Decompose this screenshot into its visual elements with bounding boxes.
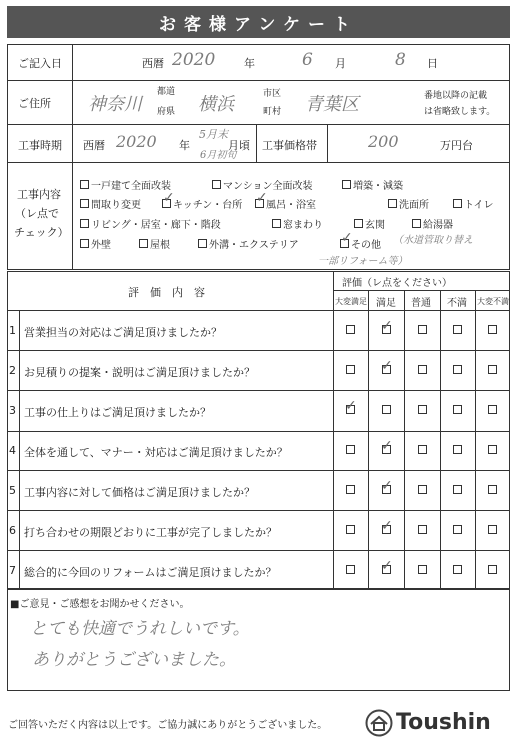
work-option-1[interactable]: マンション全面改装 [212, 177, 313, 192]
work-option-13[interactable]: 屋根 [139, 236, 170, 251]
price-value: 200 [368, 132, 399, 151]
rating-checkbox-q2-2[interactable] [418, 365, 427, 374]
level-very-satisfied: 大変満足 [335, 297, 367, 306]
work-option-9[interactable]: 窓まわり [272, 216, 323, 231]
period-month-unit: 月頃 [228, 139, 250, 152]
rating-checkbox-q7-2[interactable] [418, 565, 427, 574]
rating-checkbox-q6-4[interactable] [488, 525, 497, 534]
period-month-value-2: 6月初旬 [200, 150, 237, 161]
comments-label: ■ご意見・ご感想をお聞かせください。 [10, 599, 190, 610]
checkmark-icon: ✓ [341, 230, 353, 246]
rating-checkbox-q6-0[interactable] [346, 525, 355, 534]
entry-month-value: 6 [302, 50, 313, 70]
city-top-label: 市区 [263, 89, 282, 99]
question-text-3: 工事の仕上りはご満足頂けましたか？ [24, 406, 211, 419]
entry-year-unit: 年 [244, 57, 255, 70]
rating-checkbox-q7-4[interactable] [488, 565, 497, 574]
question-text-5: 工事内容に対して価格はご満足頂けましたか？ [24, 486, 255, 499]
checkmark-icon: ✓ [381, 518, 393, 534]
work-option-14[interactable]: 外溝・エクステリア [198, 236, 299, 251]
rating-checkbox-q4-4[interactable] [488, 445, 497, 454]
rating-checkbox-q4-0[interactable] [346, 445, 355, 454]
rating-checkbox-q7-3[interactable] [453, 565, 462, 574]
period-label: 工事時期 [18, 139, 62, 152]
comment-line-2: ありがとうございました。 [32, 650, 236, 670]
question-number-2: 2 [9, 364, 16, 377]
work-label-1: 工事内容 [17, 188, 61, 201]
rating-checkbox-q2-4[interactable] [488, 365, 497, 374]
work-option-0[interactable]: 一戸建て全面改装 [80, 177, 171, 192]
rating-checkbox-q3-1[interactable] [382, 405, 391, 414]
comment-line-1: とても快適でうれしいです。 [30, 619, 250, 639]
question-text-6: 打ち合わせの期限どおりに工事が完了しましたか？ [24, 526, 277, 539]
entry-day-value: 8 [395, 50, 406, 70]
work-option-5[interactable]: 風呂・浴室 [255, 196, 316, 211]
eval-header-right: 評価（レ点をください） [342, 278, 452, 289]
work-option-6[interactable]: 洗面所 [388, 196, 429, 211]
eval-header-left: 評 価 内 容 [128, 286, 205, 299]
entry-month-unit: 月 [335, 57, 346, 70]
town-value: 青葉区 [305, 94, 359, 115]
work-label-3: チェック） [14, 226, 69, 239]
checkmark-icon: ✓ [163, 190, 175, 206]
address-label: ご住所 [18, 97, 51, 110]
question-text-4: 全体を通して、マナー・対応はご満足頂けましたか？ [24, 446, 288, 459]
checkmark-icon: ✓ [256, 190, 268, 206]
rating-checkbox-q4-3[interactable] [453, 445, 462, 454]
question-number-7: 7 [9, 564, 16, 577]
rating-checkbox-q1-3[interactable] [453, 325, 462, 334]
rating-checkbox-q5-3[interactable] [453, 485, 462, 494]
work-option-12[interactable]: 外壁 [80, 236, 111, 251]
rating-checkbox-q3-4[interactable] [488, 405, 497, 414]
question-number-6: 6 [9, 524, 16, 537]
work-label-2: （レ点で [15, 207, 59, 220]
checkmark-icon: ✓ [345, 398, 357, 414]
price-unit: 万円台 [440, 139, 473, 152]
rating-checkbox-q5-0[interactable] [346, 485, 355, 494]
brand-logo: Toushin [396, 710, 491, 735]
rating-checkbox-q1-0[interactable] [346, 325, 355, 334]
question-number-3: 3 [9, 404, 16, 417]
question-text-1: 営業担当の対応はご満足頂けましたか？ [24, 326, 222, 339]
other-work-text-1: （水道管取り替え [393, 235, 473, 246]
work-option-10[interactable]: 玄関 [354, 216, 385, 231]
entry-date-label: ご記入日 [18, 57, 62, 70]
city-value: 横浜 [198, 94, 234, 115]
prefecture-value: 神奈川 [88, 94, 142, 115]
work-option-2[interactable]: 増築・減築 [342, 177, 403, 192]
rating-checkbox-q1-4[interactable] [488, 325, 497, 334]
period-year-value: 2020 [116, 132, 157, 151]
price-label: 工事価格帯 [262, 139, 317, 152]
prefecture-top-label: 都道 [157, 87, 176, 97]
rating-checkbox-q3-3[interactable] [453, 405, 462, 414]
town-label: 町村 [263, 107, 282, 117]
checkmark-icon: ✓ [381, 318, 393, 334]
period-era: 西暦 [83, 139, 105, 152]
rating-checkbox-q4-2[interactable] [418, 445, 427, 454]
question-number-5: 5 [9, 484, 16, 497]
checkmark-icon: ✓ [381, 438, 393, 454]
level-unsatisfied: 不満 [447, 298, 467, 309]
evaluation-table [7, 271, 510, 589]
checkmark-icon: ✓ [381, 358, 393, 374]
survey-title: お客様アンケート [7, 6, 510, 38]
address-note-line1: 番地以降の記載 [424, 91, 488, 101]
entry-day-unit: 日 [427, 57, 438, 70]
period-year-unit: 年 [179, 139, 190, 152]
work-option-4[interactable]: キッチン・台所 [162, 196, 242, 211]
prefecture-bottom-label: 府県 [157, 107, 176, 117]
work-option-7[interactable]: トイレ [453, 196, 494, 211]
level-very-unsatisfied: 大変不満 [477, 297, 509, 306]
rating-checkbox-q7-0[interactable] [346, 565, 355, 574]
work-option-3[interactable]: 間取り変更 [80, 196, 141, 211]
house-logo-icon [365, 709, 393, 737]
checkmark-icon: ✓ [381, 478, 393, 494]
question-number-4: 4 [9, 444, 16, 457]
question-text-7: 総合的に今回のリフォームはご満足頂けましたか？ [24, 566, 277, 579]
rating-checkbox-q6-3[interactable] [453, 525, 462, 534]
entry-date-era: 西暦 [142, 57, 164, 70]
rating-checkbox-q5-2[interactable] [418, 485, 427, 494]
rating-checkbox-q2-0[interactable] [346, 365, 355, 374]
rating-checkbox-q6-2[interactable] [418, 525, 427, 534]
address-note-line2: は省略致します。 [424, 107, 496, 117]
rating-checkbox-q3-2[interactable] [418, 405, 427, 414]
work-option-15[interactable]: その他 [340, 236, 381, 251]
work-option-8[interactable]: リビング・居室・廊下・階段 [80, 216, 221, 231]
entry-year-value: 2020 [172, 50, 216, 70]
checkmark-icon: ✓ [381, 558, 393, 574]
rating-checkbox-q2-3[interactable] [453, 365, 462, 374]
question-number-1: 1 [9, 324, 16, 337]
rating-checkbox-q1-2[interactable] [418, 325, 427, 334]
rating-checkbox-q5-4[interactable] [488, 485, 497, 494]
footer-text: ご回答いただく内容は以上です。ご協力誠にありがとうございました。 [8, 720, 328, 731]
period-month-value-1: 5月末 [199, 128, 228, 141]
other-work-text-2: 一部リフォーム等） [318, 256, 408, 267]
work-option-11[interactable]: 給湯器 [412, 216, 453, 231]
level-satisfied: 満足 [376, 298, 396, 309]
level-neutral: 普通 [411, 298, 431, 309]
question-text-2: お見積りの提案・説明はご満足頂けましたか？ [24, 366, 255, 379]
